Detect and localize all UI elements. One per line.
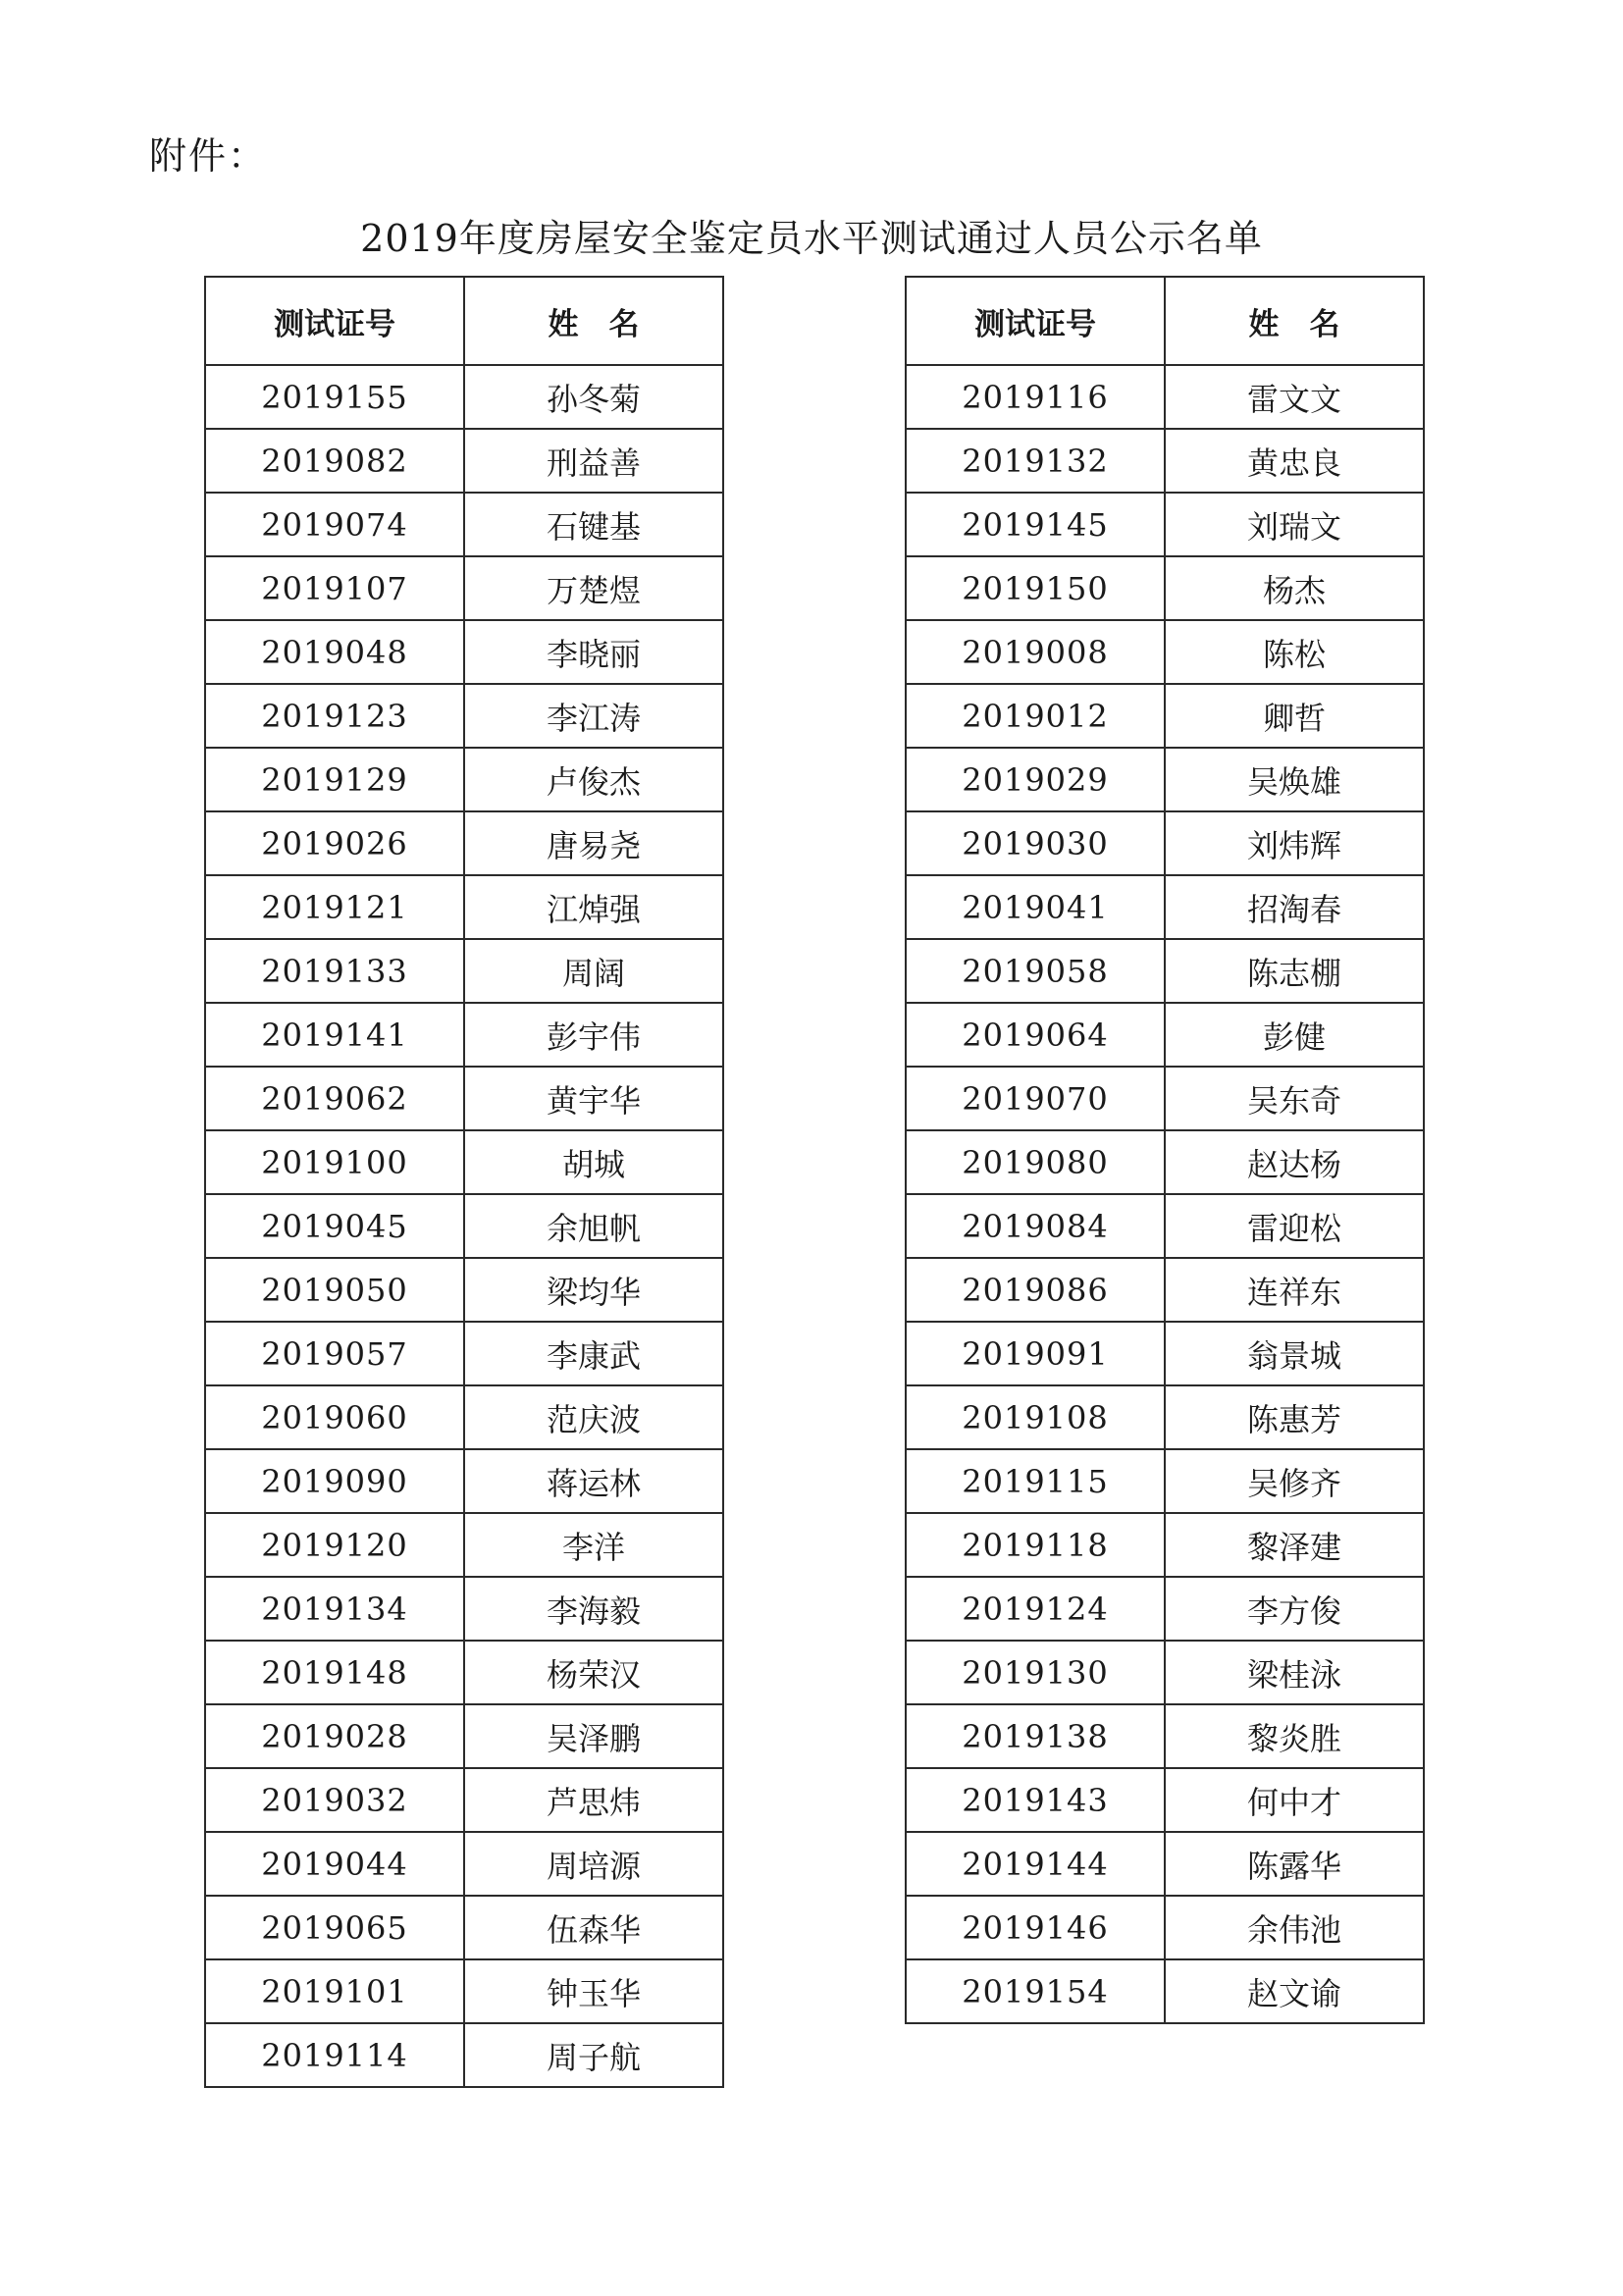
roster-table-right (905, 276, 1425, 2024)
table-row (906, 684, 1424, 748)
person-name: 吴焕雄 (1165, 748, 1424, 811)
test-cert-number: 2019026 (205, 811, 464, 875)
person-name: 李江涛 (464, 684, 723, 748)
test-cert-number: 2019086 (906, 1258, 1165, 1322)
person-name: 彭健 (1165, 1003, 1424, 1067)
table-row (205, 1130, 723, 1194)
person-name: 黎炎胜 (1165, 1704, 1424, 1768)
table-row (906, 1385, 1424, 1449)
table-row (205, 1067, 723, 1130)
person-name: 吴修齐 (1165, 1449, 1424, 1513)
test-cert-number: 2019129 (205, 748, 464, 811)
table-row (205, 1832, 723, 1896)
table-row (205, 493, 723, 556)
test-cert-number: 2019028 (205, 1704, 464, 1768)
header-name: 姓 名 (464, 277, 723, 365)
person-name: 伍森华 (464, 1896, 723, 1959)
person-name: 翁景城 (1165, 1322, 1424, 1385)
attachment-label: 附件： (149, 134, 268, 178)
test-cert-number: 2019058 (906, 939, 1165, 1003)
test-cert-number: 2019082 (205, 429, 464, 493)
person-name: 周阔 (464, 939, 723, 1003)
table-row (906, 1194, 1424, 1258)
test-cert-number: 2019138 (906, 1704, 1165, 1768)
test-cert-number: 2019050 (205, 1258, 464, 1322)
table-row (906, 1130, 1424, 1194)
test-cert-number: 2019134 (205, 1577, 464, 1641)
table-row (205, 1641, 723, 1704)
person-name: 赵达杨 (1165, 1130, 1424, 1194)
person-name: 何中才 (1165, 1768, 1424, 1832)
test-cert-number: 2019060 (205, 1385, 464, 1449)
test-cert-number: 2019132 (906, 429, 1165, 493)
person-name: 黎泽建 (1165, 1513, 1424, 1577)
table-row (906, 1832, 1424, 1896)
table-row (906, 1577, 1424, 1641)
person-name: 梁桂泳 (1165, 1641, 1424, 1704)
table-row (906, 1258, 1424, 1322)
table-row (906, 748, 1424, 811)
test-cert-number: 2019064 (906, 1003, 1165, 1067)
person-name: 赵文谕 (1165, 1959, 1424, 2023)
test-cert-number: 2019084 (906, 1194, 1165, 1258)
test-cert-number: 2019029 (906, 748, 1165, 811)
table-row (906, 1768, 1424, 1832)
person-name: 石键基 (464, 493, 723, 556)
table-row (205, 1513, 723, 1577)
person-name: 陈露华 (1165, 1832, 1424, 1896)
person-name: 陈松 (1165, 620, 1424, 684)
test-cert-number: 2019090 (205, 1449, 464, 1513)
test-cert-number: 2019091 (906, 1322, 1165, 1385)
test-cert-number: 2019123 (205, 684, 464, 748)
header-id: 测试证号 (906, 277, 1165, 365)
table-row (205, 365, 723, 429)
table-row (906, 1959, 1424, 2023)
test-cert-number: 2019070 (906, 1067, 1165, 1130)
person-name: 黄宇华 (464, 1067, 723, 1130)
test-cert-number: 2019124 (906, 1577, 1165, 1641)
table-row (205, 1322, 723, 1385)
person-name: 芦思炜 (464, 1768, 723, 1832)
table-row (906, 1003, 1424, 1067)
test-cert-number: 2019146 (906, 1896, 1165, 1959)
person-name: 招淘春 (1165, 875, 1424, 939)
table-row (906, 620, 1424, 684)
test-cert-number: 2019044 (205, 1832, 464, 1896)
test-cert-number: 2019045 (205, 1194, 464, 1258)
test-cert-number: 2019154 (906, 1959, 1165, 2023)
test-cert-number: 2019130 (906, 1641, 1165, 1704)
table-row (906, 1704, 1424, 1768)
table-row (205, 748, 723, 811)
table-row (906, 493, 1424, 556)
test-cert-number: 2019032 (205, 1768, 464, 1832)
test-cert-number: 2019121 (205, 875, 464, 939)
header-id: 测试证号 (205, 277, 464, 365)
test-cert-number: 2019107 (205, 556, 464, 620)
test-cert-number: 2019100 (205, 1130, 464, 1194)
table-row (205, 429, 723, 493)
person-name: 杨荣汉 (464, 1641, 723, 1704)
person-name: 孙冬菊 (464, 365, 723, 429)
table-row (906, 429, 1424, 493)
table-header-row (205, 277, 723, 365)
person-name: 万楚煜 (464, 556, 723, 620)
table-row (205, 1449, 723, 1513)
table-header-row (906, 277, 1424, 365)
test-cert-number: 2019143 (906, 1768, 1165, 1832)
table-row (205, 2023, 723, 2087)
test-cert-number: 2019030 (906, 811, 1165, 875)
person-name: 钟玉华 (464, 1959, 723, 2023)
table-row (205, 1385, 723, 1449)
table-row (205, 1704, 723, 1768)
table-row (205, 1258, 723, 1322)
table-row (906, 1067, 1424, 1130)
person-name: 周培源 (464, 1832, 723, 1896)
test-cert-number: 2019115 (906, 1449, 1165, 1513)
test-cert-number: 2019141 (205, 1003, 464, 1067)
table-row (906, 1896, 1424, 1959)
test-cert-number: 2019118 (906, 1513, 1165, 1577)
person-name: 卿哲 (1165, 684, 1424, 748)
table-row (205, 811, 723, 875)
test-cert-number: 2019145 (906, 493, 1165, 556)
person-name: 江焯强 (464, 875, 723, 939)
test-cert-number: 2019144 (906, 1832, 1165, 1896)
person-name: 陈志棚 (1165, 939, 1424, 1003)
table-row (906, 1449, 1424, 1513)
person-name: 彭宇伟 (464, 1003, 723, 1067)
person-name: 卢俊杰 (464, 748, 723, 811)
person-name: 杨杰 (1165, 556, 1424, 620)
person-name: 梁均华 (464, 1258, 723, 1322)
table-row (906, 1322, 1424, 1385)
table-row (906, 365, 1424, 429)
table-row (906, 556, 1424, 620)
person-name: 李方俊 (1165, 1577, 1424, 1641)
table-row (906, 1641, 1424, 1704)
table-row (205, 875, 723, 939)
person-name: 刘瑞文 (1165, 493, 1424, 556)
test-cert-number: 2019116 (906, 365, 1165, 429)
person-name: 李洋 (464, 1513, 723, 1577)
page-title: 2019年度房屋安全鉴定员水平测试通过人员公示名单 (360, 217, 1263, 260)
person-name: 周子航 (464, 2023, 723, 2087)
person-name: 刘炜辉 (1165, 811, 1424, 875)
test-cert-number: 2019012 (906, 684, 1165, 748)
test-cert-number: 2019065 (205, 1896, 464, 1959)
person-name: 余伟池 (1165, 1896, 1424, 1959)
test-cert-number: 2019155 (205, 365, 464, 429)
test-cert-number: 2019074 (205, 493, 464, 556)
roster-table-left (204, 276, 724, 2088)
table-row (205, 939, 723, 1003)
test-cert-number: 2019101 (205, 1959, 464, 2023)
person-name: 雷迎松 (1165, 1194, 1424, 1258)
person-name: 李晓丽 (464, 620, 723, 684)
table-row (205, 1577, 723, 1641)
person-name: 李海毅 (464, 1577, 723, 1641)
test-cert-number: 2019008 (906, 620, 1165, 684)
test-cert-number: 2019114 (205, 2023, 464, 2087)
table-row (205, 1896, 723, 1959)
test-cert-number: 2019041 (906, 875, 1165, 939)
table-row (205, 1959, 723, 2023)
table-row (205, 620, 723, 684)
person-name: 刑益善 (464, 429, 723, 493)
person-name: 吴泽鹏 (464, 1704, 723, 1768)
table-row (906, 875, 1424, 939)
person-name: 蒋运林 (464, 1449, 723, 1513)
test-cert-number: 2019048 (205, 620, 464, 684)
test-cert-number: 2019108 (906, 1385, 1165, 1449)
person-name: 吴东奇 (1165, 1067, 1424, 1130)
table-row (906, 811, 1424, 875)
table-row (906, 1513, 1424, 1577)
person-name: 唐易尧 (464, 811, 723, 875)
person-name: 李康武 (464, 1322, 723, 1385)
person-name: 范庆波 (464, 1385, 723, 1449)
test-cert-number: 2019080 (906, 1130, 1165, 1194)
header-name: 姓 名 (1165, 277, 1424, 365)
person-name: 雷文文 (1165, 365, 1424, 429)
table-row (205, 556, 723, 620)
table-row (906, 939, 1424, 1003)
person-name: 连祥东 (1165, 1258, 1424, 1322)
table-row (205, 1194, 723, 1258)
test-cert-number: 2019148 (205, 1641, 464, 1704)
person-name: 胡城 (464, 1130, 723, 1194)
test-cert-number: 2019133 (205, 939, 464, 1003)
table-row (205, 1003, 723, 1067)
test-cert-number: 2019062 (205, 1067, 464, 1130)
person-name: 陈惠芳 (1165, 1385, 1424, 1449)
person-name: 黄忠良 (1165, 429, 1424, 493)
test-cert-number: 2019057 (205, 1322, 464, 1385)
test-cert-number: 2019150 (906, 556, 1165, 620)
table-row (205, 1768, 723, 1832)
person-name: 余旭帆 (464, 1194, 723, 1258)
test-cert-number: 2019120 (205, 1513, 464, 1577)
table-row (205, 684, 723, 748)
